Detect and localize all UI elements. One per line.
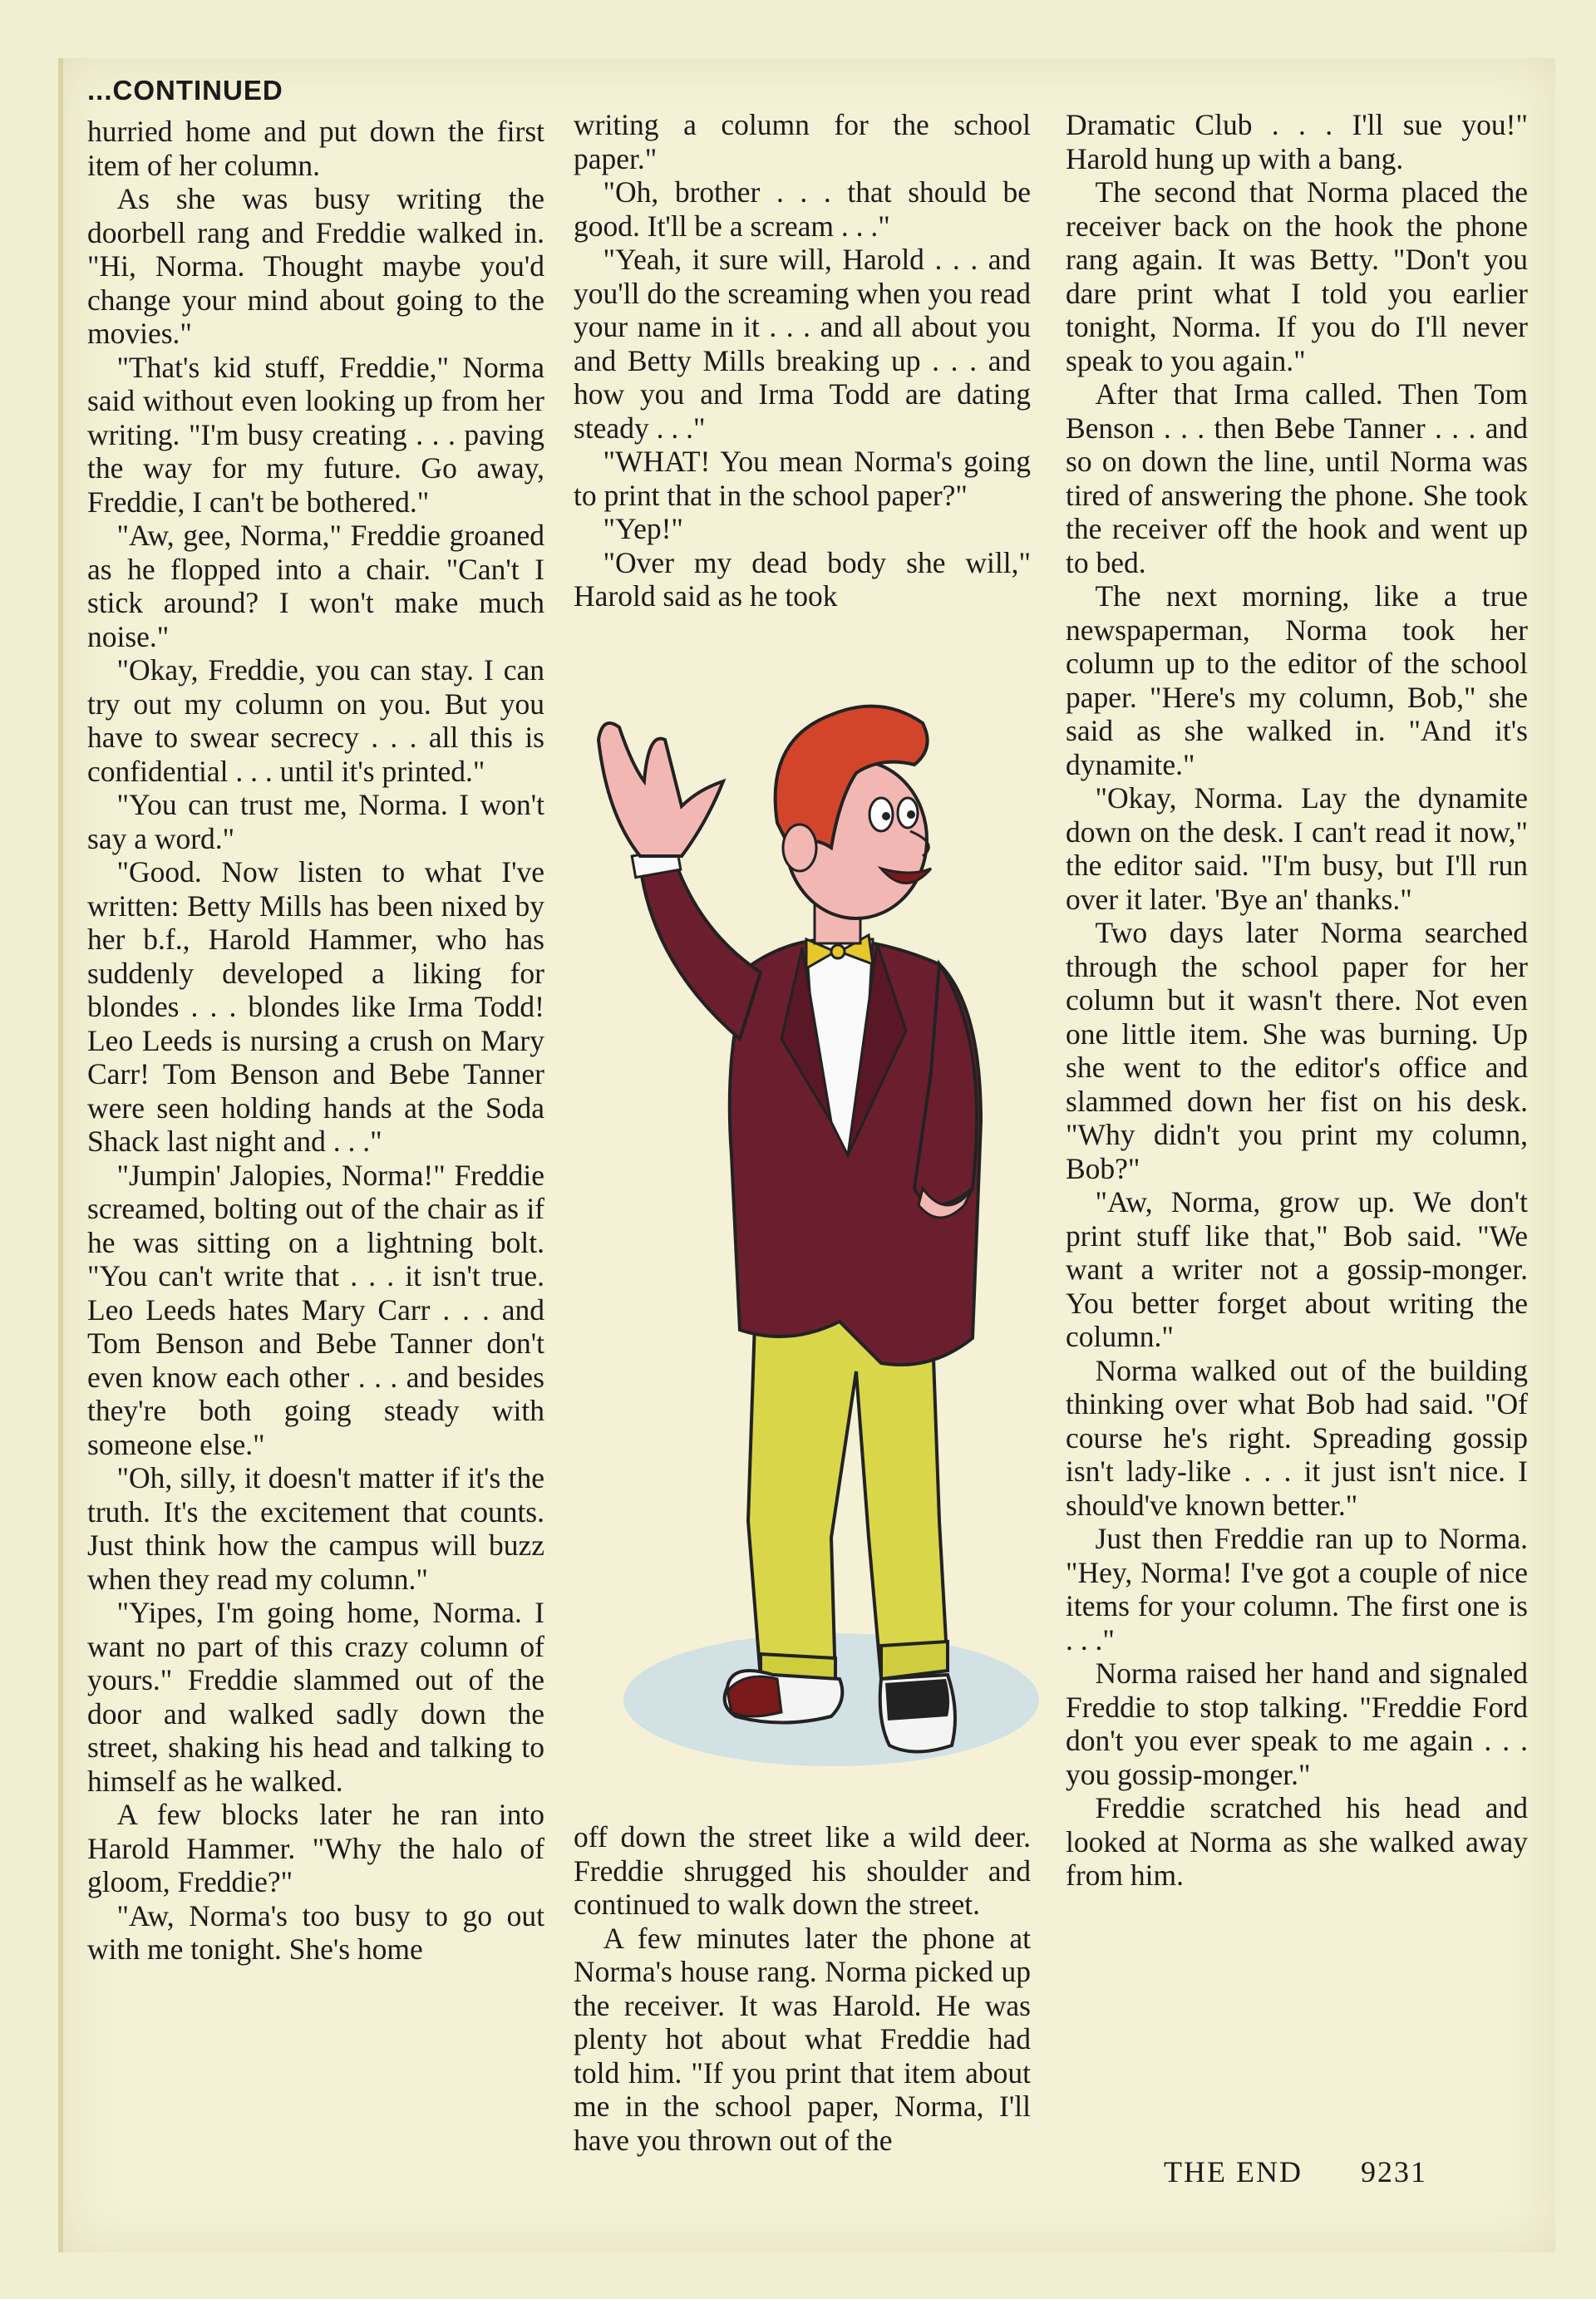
paragraph: Two days later Norma searched through the school paper for her column but it wasn't there. Not even one little item. She was burning. Up she went to the editor's office and slammed down her fist on his desk. "Why didn't you print my column, Bob?" bbox=[1066, 916, 1528, 1185]
paragraph: A few minutes later the phone at Norma's house rang. Norma picked up the receiver. It was Harold. He was plenty hot about what Freddie had told him. "If you print that item about me in the school paper, Norma, I'll have you thrown out of the bbox=[574, 1921, 1031, 2157]
paragraph: "WHAT! You mean Norma's going to print that in the school paper?" bbox=[574, 445, 1031, 512]
paragraph: "Yipes, I'm going home, Norma. I want no part of this crazy column of yours." Freddie slammed out of the door and walked sadly down the street, shaking his head and talking to himself as he walked. bbox=[87, 1596, 544, 1798]
paragraph: A few blocks later he ran into Harold Hammer. "Why the halo of gloom, Freddie?" bbox=[87, 1798, 544, 1898]
freddie-illustration bbox=[582, 690, 1047, 1812]
paragraph: writing a column for the school paper." bbox=[574, 108, 1031, 175]
paragraph: "Oh, brother . . . that should be good. It'll be a scream . . ." bbox=[574, 175, 1031, 243]
paragraph: After that Irma called. Then Tom Benson . . . then Bebe Tanner . . . and so on down the line, until Norma was tired of answering the phone. She took the receiver off the hook and went up to bed. bbox=[1066, 377, 1528, 579]
paragraph: "Yeah, it sure will, Harold . . . and you'll do the screaming when you read your name in it . . . and all about you and Betty Mills breaking up . . . and how you and Irma Todd are dating steady . . ." bbox=[574, 243, 1031, 445]
story-column-2-bottom bbox=[574, 1820, 1031, 2157]
story-column-3 bbox=[1066, 108, 1528, 1893]
story-column-2-top bbox=[574, 108, 1031, 613]
paragraph: "Yep!" bbox=[603, 512, 683, 545]
paragraph: "That's kid stuff, Freddie," Norma said without even looking up from her writing. "I'm busy creating . . . paving the way for my future. Go away, Freddie, I can't be bothered." bbox=[87, 350, 544, 519]
continued-header: ...CONTINUED bbox=[87, 75, 283, 106]
paragraph: The second that Norma placed the receiver back on the hook the phone rang again. It was Betty. "Don't you dare print what I told you earlier tonight, Norma. If you do I'll never speak to you again." bbox=[1066, 175, 1528, 377]
paragraph: Freddie scratched his head and looked at Norma as she walked away from him. bbox=[1066, 1791, 1528, 1892]
paragraph: Dramatic Club . . . I'll sue you!" Harold hung up with a bang. bbox=[1066, 108, 1528, 175]
paragraph: As she was busy writing the doorbell rang and Freddie walked in. "Hi, Norma. Thought maybe you'd change your mind about going to the movies." bbox=[87, 182, 544, 350]
paragraph: "Aw, gee, Norma," Freddie groaned as he flopped into a chair. "Can't I stick around? I won't make much noise." bbox=[87, 519, 544, 653]
paragraph: Norma raised her hand and signaled Freddie to stop talking. "Freddie Ford don't you ever speak to me again . . . you gossip-monger." bbox=[1066, 1657, 1528, 1791]
paragraph: "Jumpin' Jalopies, Norma!" Freddie screamed, bolting out of the chair as if he was sitting on a lightning bolt. "You can't write that . . . it isn't true. Leo Leeds hates Mary Carr . . . and Tom Benson and Bebe Tanner don't even know each other . . . and besides they're both going steady with someone else." bbox=[87, 1158, 544, 1461]
paragraph: "Okay, Freddie, you can stay. I can try out my column on you. But you have to swear secrecy . . . all this is confidential . . . until it's printed." bbox=[87, 653, 544, 788]
paragraph: "Aw, Norma, grow up. We don't print stuff like that," Bob said. "We want a writer not a gossip-monger. You better forget about writing the column." bbox=[1066, 1185, 1528, 1353]
paragraph: "Okay, Norma. Lay the dynamite down on the desk. I can't read it now," the editor said. "I'm busy, but I'll run over it later. 'Bye an' thanks." bbox=[1066, 781, 1528, 916]
story-footer bbox=[1164, 2154, 1485, 2189]
paragraph: hurried home and put down the first item of her column. bbox=[87, 115, 544, 182]
paragraph: "Aw, Norma's too busy to go out with me tonight. She's home bbox=[87, 1898, 544, 1966]
paragraph: "You can trust me, Norma. I won't say a word." bbox=[87, 788, 544, 855]
the-end-label: THE END bbox=[1164, 2155, 1303, 2188]
page-code: 9231 bbox=[1360, 2155, 1427, 2188]
paragraph: "Oh, silly, it doesn't matter if it's the truth. It's the excitement that counts. Just think how the campus will buzz when they read my column." bbox=[87, 1461, 544, 1596]
paragraph: Just then Freddie ran up to Norma. "Hey, Norma! I've got a couple of nice items for your column. The first one is . . ." bbox=[1066, 1522, 1528, 1657]
paragraph: The next morning, like a true newspaperman, Norma took her column up to the editor of the school paper. "Here's my column, Bob," she said as she walked in. "And it's dynamite." bbox=[1066, 579, 1528, 781]
story-column-1 bbox=[87, 115, 544, 1967]
paragraph: "Over my dead body she will," Harold said as he took bbox=[574, 545, 1031, 613]
paragraph: off down the street like a wild deer. Freddie shrugged his shoulder and continued to walk down the street. bbox=[574, 1820, 1031, 1921]
paragraph: "Good. Now listen to what I've written: Betty Mills has been nixed by her b.f., Harold Hammer, who has suddenly developed a liking for blondes . . . blondes like Irma Todd! Leo Leeds is nursing a crush on Mary Carr! Tom Benson and Bebe Tanner were seen holding hands at the Soda Shack last night and . . ." bbox=[87, 855, 544, 1158]
paragraph: Norma walked out of the building thinking over what Bob had said. "Of course he's right. Spreading gossip isn't lady-like . . . it just isn't nice. I should've known better." bbox=[1066, 1353, 1528, 1522]
